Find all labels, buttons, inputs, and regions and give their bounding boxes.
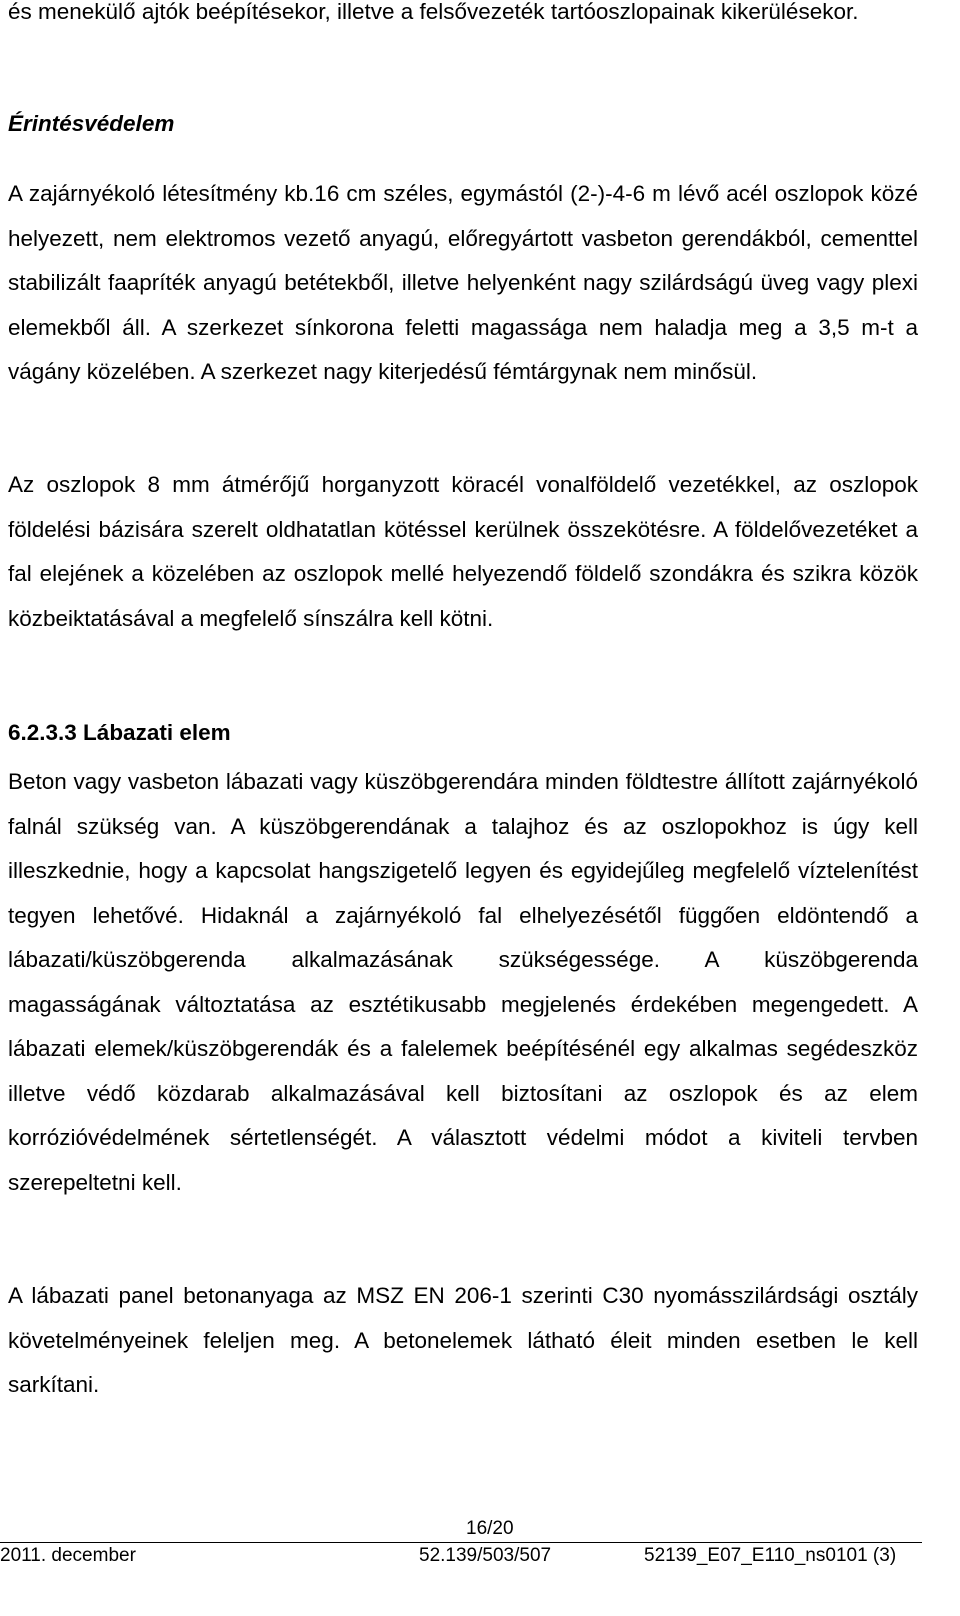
subheading-erintesvedelem: Érintésvédelem xyxy=(8,111,175,136)
footer-date: 2011. december xyxy=(0,1545,136,1566)
paragraph-grounding: Az oszlopok 8 mm átmérőjű horganyzott köracél vonalföldelő vezetékkel, az oszlopok földelési bázisára szerelt oldhatatlan kötéssel kerülnek összekötésre. A földelővezetéket a fal elejének a közelében az oszlopok mellé helyezendő földelő szondákra és szikra közök közbeiktatásával a megfelelő sínszálra kell kötni. xyxy=(8,472,918,631)
page-footer xyxy=(0,1513,960,1616)
paragraph-structure: A zajárnyékoló létesítmény kb.16 cm széles, egymástól (2-)-4-6 m lévő acél oszlopok közé helyezett, nem elektromos vezető anyagú, előregyártott vasbeton gerendákból, cementtel stabilizált faapríték anyagú betétekből, illetve helyenként nagy szilárdságú üveg vagy plexi elemekből áll. A szerkezet sínkorona feletti magassága nem haladja meg a 3,5 m-t a vágány közelében. A szerkezet nagy kiterjedésű fémtárgynak nem minősül. xyxy=(8,181,918,384)
paragraph-concrete: A lábazati panel betonanyaga az MSZ EN 206-1 szerinti C30 nyomásszilárdsági osztály követelményeinek feleljen meg. A betonelemek látható éleit minden esetben le kell sarkítani. xyxy=(8,1283,918,1397)
footer-divider xyxy=(0,1542,922,1543)
footer-document-code: 52139_E07_E110_ns0101 (3) xyxy=(644,1545,897,1566)
page-number: 16/20 xyxy=(466,1518,514,1539)
footer-reference: 52.139/503/507 xyxy=(419,1545,552,1566)
section-heading: 6.2.3.3 Lábazati elem xyxy=(8,720,231,745)
continuation-paragraph: és menekülő ajtók beépítésekor, illetve a felsővezeték tartóoszlopainak kikerülésekor. xyxy=(8,0,859,24)
paragraph-base-element: Beton vagy vasbeton lábazati vagy küszöbgerendára minden földtestre állított zajárnyékoló falnál szükség van. A küszöbgerendának a talajhoz és az oszlopokhoz is úgy kell illeszkednie, hogy a kapcsolat hangszigetelő legyen és egyidejűleg megfelelő víztelenítést tegyen lehetővé. Hidaknál a zajárnyékoló fal elhelyezésétől függően eldöntendő a lábazati/küszöbgerenda alkalmazásának szükségessége. A küszöbgerenda magasságának változtatása az esztétikusabb megjelenés érdekében megengedett. A lábazati elemek/küszöbgerendák és a falelemek beépítésénél egy alkalmas segédeszköz illetve védő közdarab alkalmazásával kell biztosítani az oszlopok és az elem korrózióvédelmének sértetlenségét. A választott védelmi módot a kiviteli tervben szerepeltetni kell. xyxy=(8,769,918,1195)
